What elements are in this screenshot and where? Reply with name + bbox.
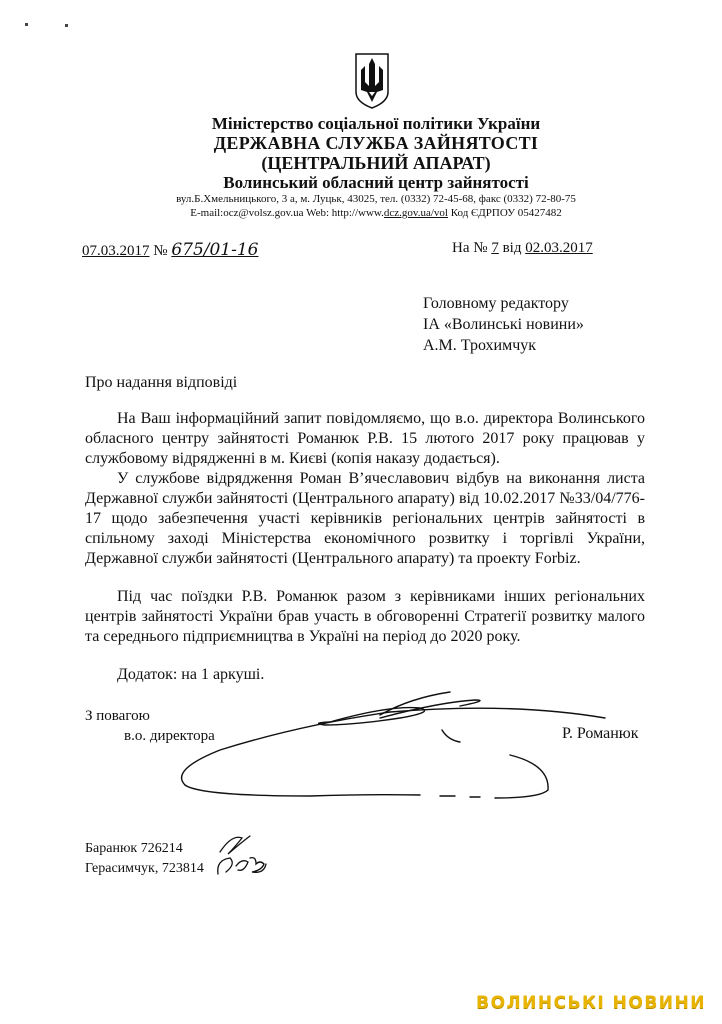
apparatus-name: (ЦЕНТРАЛЬНИЙ АПАРАТ) [261,153,491,173]
scan-speck [25,23,28,26]
outgoing-date: 07.03.2017 [82,243,150,259]
ministry-name: Міністерство соціальної політики України [211,114,541,133]
initials-icon [212,830,272,880]
addressee-block [423,293,584,356]
appendix-note: Додаток: на 1 аркуші. [117,666,265,683]
addressee-title: Головному редактору [423,295,569,312]
outgoing-reference [82,240,259,260]
paragraph-text: На Ваш інформаційний запит повідомляємо, що в.о. директора Волинського обласного центру зайнятості Романюк Р.В. 15 лютого 2017 року працював у службовому відрядженні в м. Києві (копія наказу додається). [85,410,645,467]
subject-line: Про надання відповіді [85,374,238,391]
signer-position: в.о. директора [124,728,215,744]
address-line: вул.Б.Хмельницького, 3 а, м. Луцьк, 43025, тел. (0332) 72-45-68, факс (0332) 72-80-75 [176,193,576,205]
reply-to-from: від [502,240,522,256]
web-link[interactable]: dcz.gov.ua/vol [383,207,448,219]
coat-of-arms-icon [354,52,390,110]
paragraph-text: Під час поїздки Р.В. Романюк разом з керівниками інших регіональних центрів зайнятості України брав участь в обговоренні Стратегії розвитку малого та середнього підприємництва в Україні на період до 2020 року. [85,588,645,645]
addressee-name: А.М. Трохимчук [423,337,537,354]
paragraph-text: У службове відрядження Роман В’ячеславович відбув на виконання листа Державної служби зайнятості (Центрального апарату) від 10.02.2017 №33/04/776-17 щодо забезпечення участі керівників регіональних центрів зайнятості в спільному заході Міністерства економічного розвитку і торгівлі України, Державної служби зайнятості (Центрального апарату) та проекту Forbiz. [85,470,645,567]
service-name: ДЕРЖАВНА СЛУЖБА ЗАЙНЯТОСТІ [213,133,539,153]
signature-icon [180,690,620,800]
reply-to-date: 02.03.2017 [525,240,593,256]
contacts-line [0,207,722,219]
email-text: E-mail:ocz@volsz.gov.ua Web: http://www. [190,207,384,219]
executors-block [85,839,204,879]
number-label: № [153,243,168,259]
body-paragraph-2 [85,469,645,569]
signer-name: Р. Романюк [562,725,639,742]
incoming-reference [452,240,593,257]
center-name: Волинський обласний центр зайнятості [223,173,529,192]
body-paragraph-1 [85,409,645,469]
outgoing-number: 675/01-16 [171,240,259,260]
addressee-agency: ІА «Волинські новини» [423,316,584,333]
watermark-logo: ВОЛИНСЬКІ НОВИНИ [476,993,706,1013]
executor-2: Герасимчук, 723814 [85,861,204,876]
reply-to-number: 7 [491,240,499,256]
edrpou-code: Код ЄДРПОУ 05427482 [447,207,562,219]
executor-1: Баранюк 726214 [85,841,183,856]
reply-to-label: На № [452,240,488,256]
body-paragraph-3 [85,587,645,647]
closing-regards: З повагою [85,708,150,724]
scan-speck [65,24,68,27]
